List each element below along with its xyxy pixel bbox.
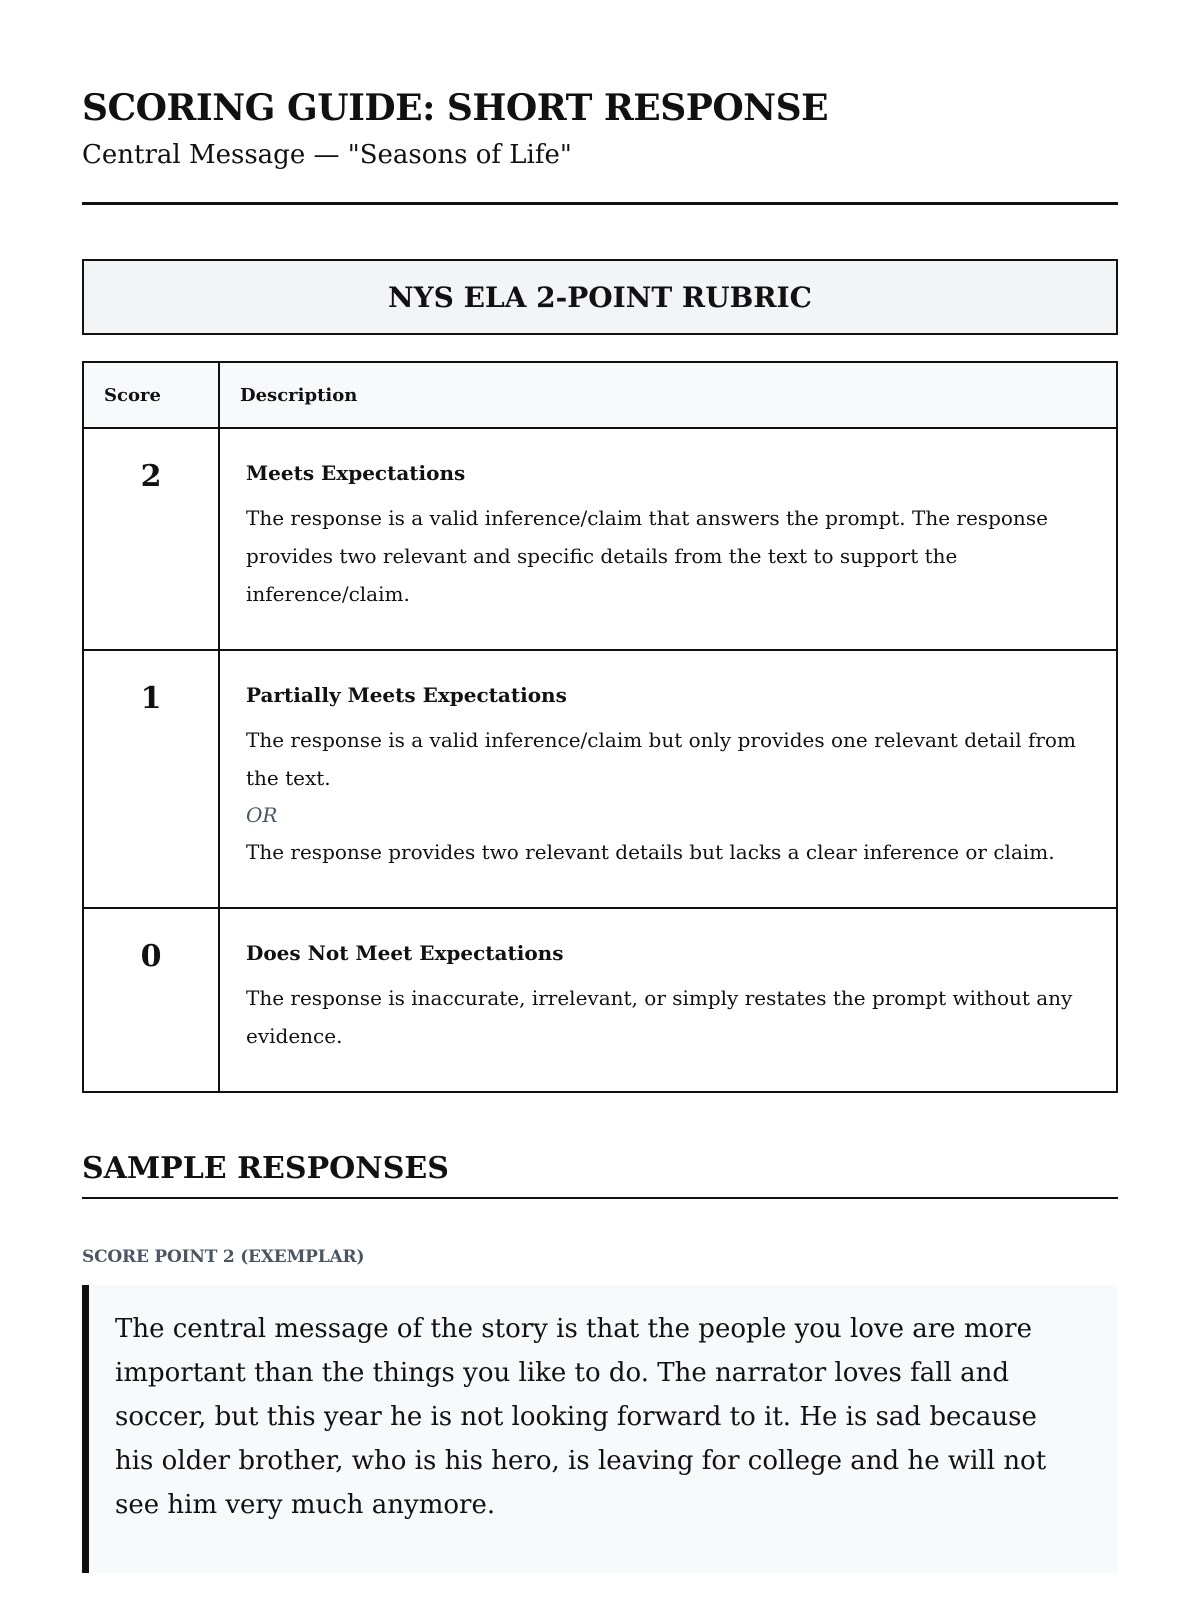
section-divider — [82, 1197, 1118, 1199]
sample-response-quote — [82, 1285, 1118, 1573]
column-header-score: Score — [83, 362, 219, 428]
sample-response-text: The central message of the story is that the people you love are more important than the things you like to do. The narrator loves fall and soccer, but this year he is not looking forward to it. He is sad because his older brother, who is his hero, is leaving for college and he will not see him very much anymore. — [115, 1314, 1047, 1520]
rubric-table — [82, 361, 1118, 1093]
rubric-header-row — [83, 362, 1117, 428]
level-description: The response is a valid inference/claim but only provides one relevant detail from the text. — [246, 728, 1076, 790]
rubric-banner — [82, 259, 1118, 335]
or-separator: OR — [246, 803, 278, 827]
level-title: Partially Meets Expectations — [246, 683, 567, 707]
rubric-banner-title: NYS ELA 2-POINT RUBRIC — [388, 280, 812, 314]
sample-score-label: SCORE POINT 2 (EXEMPLAR) — [82, 1247, 365, 1267]
level-description: The response is inaccurate, irrelevant, or simply restates the prompt without any evidence. — [246, 986, 1073, 1048]
level-title: Does Not Meet Expectations — [246, 941, 564, 965]
score-value: 0 — [83, 908, 219, 1092]
sample-responses-heading: SAMPLE RESPONSES — [82, 1151, 449, 1186]
page-subtitle: Central Message — "Seasons of Life" — [82, 140, 572, 170]
description-cell — [219, 650, 1117, 908]
column-header-description: Description — [219, 362, 1117, 428]
level-description-alt: The response provides two relevant details but lacks a clear inference or claim. — [246, 840, 1055, 864]
level-title: Meets Expectations — [246, 461, 466, 485]
rubric-row-score-1 — [83, 650, 1117, 908]
description-cell — [219, 908, 1117, 1092]
score-value: 2 — [83, 428, 219, 650]
rubric-row-score-2 — [83, 428, 1117, 650]
rubric-row-score-0 — [83, 908, 1117, 1092]
page-title: SCORING GUIDE: SHORT RESPONSE — [82, 87, 829, 129]
description-cell — [219, 428, 1117, 650]
level-description: The response is a valid inference/claim that answers the prompt. The response provides two relevant and specific details from the text to support the inference/claim. — [246, 506, 1048, 606]
title-divider — [82, 202, 1118, 205]
score-value: 1 — [83, 650, 219, 908]
